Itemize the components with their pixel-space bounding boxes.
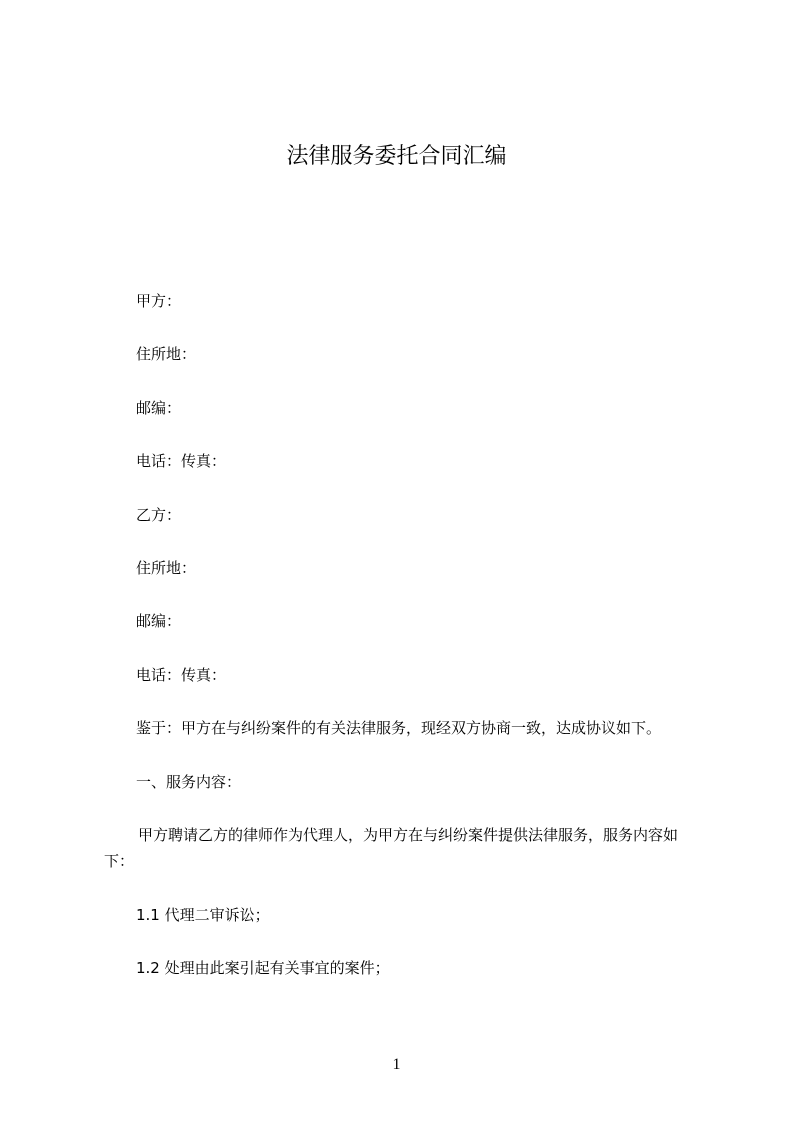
preamble-text: 鉴于：甲方在与纠纷案件的有关法律服务，现经双方协商一致，达成协议如下。 (136, 719, 662, 737)
section-1-heading: 一、服务内容： (136, 773, 242, 791)
section-1-body: 甲方聘请乙方的律师作为代理人，为甲方在与纠纷案件提供法律服务，服务内容如下： (104, 826, 679, 870)
clause-1-1: 1.1 代理二审诉讼； (136, 906, 270, 924)
party-b-address-label: 住所地： (136, 559, 197, 577)
party-a-name-label: 甲方： (136, 292, 182, 310)
party-b-postcode-label: 邮编： (136, 612, 182, 630)
party-a-address-label: 住所地： (136, 345, 197, 363)
party-b-name-label: 乙方： (136, 506, 182, 524)
party-b-phone-fax-label: 电话：传真： (136, 666, 227, 684)
party-a-postcode-label: 邮编： (136, 399, 182, 417)
clause-1-2: 1.2 处理由此案引起有关事宜的案件； (136, 959, 390, 977)
document-title: 法律服务委托合同汇编 (286, 144, 507, 169)
page-number: 1 (392, 1056, 401, 1073)
party-a-phone-fax-label: 电话：传真： (136, 452, 227, 470)
